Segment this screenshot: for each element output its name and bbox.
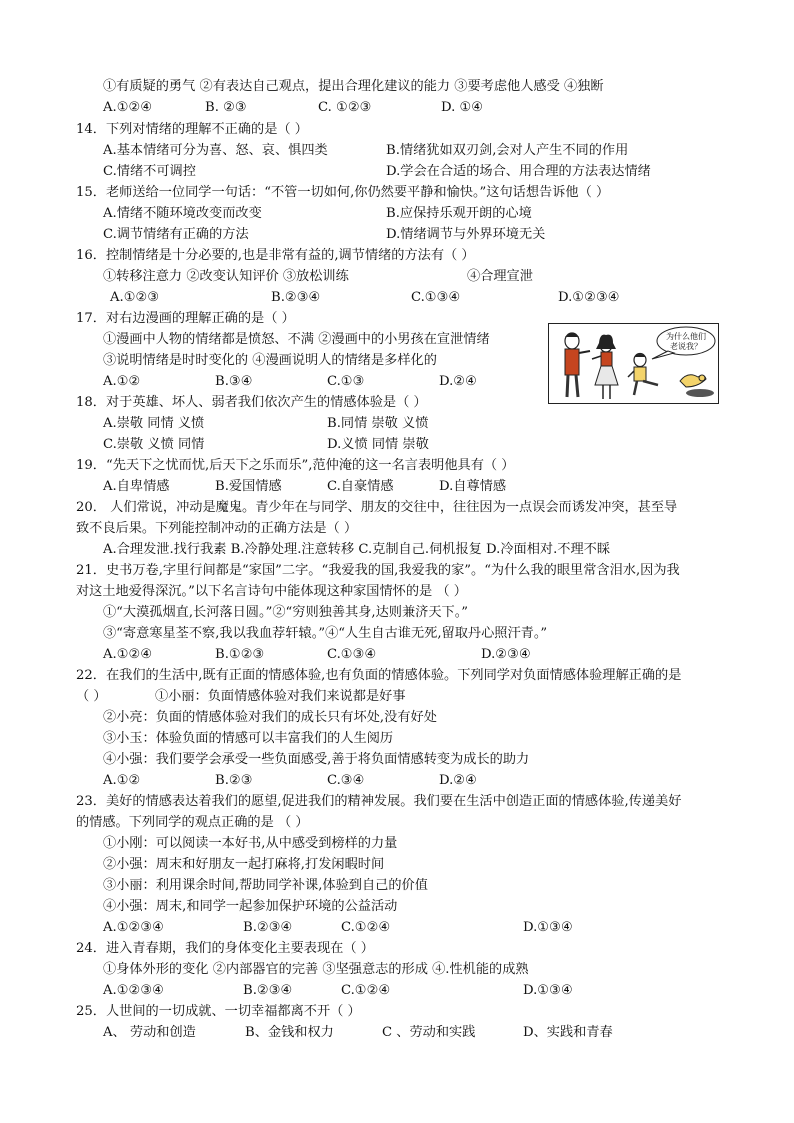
text-segment: B.爱国情感	[215, 479, 282, 494]
text-segment: C.调节情绪有正确的方法	[103, 227, 249, 242]
text-segment: 23．美好的情感表达着我们的愿望,促进我们的精神发展。我们要在生活中创造正面的情感体验,传递美好	[76, 794, 682, 809]
text-segment: 对这土地爱得深沉。”以下名言诗句中能体现这种家国情怀的是 （ ）	[76, 584, 467, 599]
text-segment: 16．控制情绪是十分必要的,也是非常有益的,调节情绪的方法有（ ）	[76, 248, 475, 263]
speech-line-2: 老说我？	[670, 342, 702, 351]
text-segment: C.①②④	[341, 983, 391, 998]
text-segment: ④小强：我们要学会承受一些负面感受,善于将负面情感转变为成长的助力	[103, 752, 530, 767]
text-segment: B.②③④	[243, 920, 293, 935]
text-segment: ③小丽：利用课余时间,帮助同学补课,体验到自己的价值	[103, 878, 428, 893]
text-segment: C.情绪不可调控	[103, 164, 196, 179]
text-segment: D.学会在合适的场合、用合理的方法表达情绪	[386, 164, 651, 179]
text-segment: ①转移注意力 ②改变认知评价 ③放松训练	[103, 269, 349, 284]
text-segment: D.义愤 同情 崇敬	[327, 437, 429, 452]
text-segment: 19．“先天下之忧而忧,后天下之乐而乐”,范仲淹的这一名言表明他具有（ ）	[76, 458, 515, 473]
text-segment: A.①②	[103, 773, 141, 788]
text-segment: A.①②④	[103, 647, 153, 662]
text-segment: C.①③④	[411, 290, 461, 305]
text-segment: B.②③④	[243, 983, 293, 998]
text-segment: ④小强：周末,和同学一起参加保护环境的公益活动	[103, 899, 398, 914]
text-segment: 22．在我们的生活中,既有正面的情感体验,也有负面的情感体验。下列同学对负面情感体验理解正确的是	[76, 668, 682, 683]
text-segment: 17．对右边漫画的理解正确的是（ ）	[76, 311, 295, 326]
text-segment: B.①②③	[215, 647, 265, 662]
text-segment: ③“寄意寒星荃不察,我以我血荐轩辕。”④“人生自古谁无死,留取丹心照汗青。”	[103, 626, 548, 641]
text-segment: D.①②③④	[558, 290, 620, 305]
text-segment: D.①③④	[523, 920, 573, 935]
cartoon-illustration	[548, 323, 719, 404]
text-segment: D、实践和青春	[523, 1025, 613, 1040]
text-segment: 18．对于英雄、坏人、弱者我们依次产生的情感体验是（ ）	[76, 395, 427, 410]
text-segment: A.①②③	[110, 290, 160, 305]
text-segment: D.②③④	[481, 647, 531, 662]
text-segment: 14．下列对情绪的理解不正确的是（ ）	[76, 122, 308, 137]
text-segment: B、金钱和权力	[245, 1025, 334, 1040]
text-segment: A.①②④	[103, 100, 153, 115]
text-segment: 25．人世间的一切成就、一切幸福都离不开（ ）	[76, 1004, 361, 1019]
text-segment: ①小刚：可以阅读一本好书,从中感受到榜样的力量	[103, 836, 398, 851]
text-segment: A.①②③④	[103, 983, 165, 998]
text-segment: C.崇敬 义愤 同情	[103, 437, 205, 452]
speech-line-1: 为什么他们	[666, 332, 706, 341]
text-segment: ①“大漠孤烟直,长河落日圆。”②“穷则独善其身,达则兼济天下。”	[103, 605, 469, 620]
text-segment: 21．史书万卷,字里行间都是“家国”二字。“我爱我的国,我爱我的家”。“为什么我的眼里常含泪水,因为我	[76, 563, 680, 578]
text-segment: D.②④	[439, 374, 477, 389]
text-segment: A.合理发泄.找行我素 B.冷静处理.注意转移 C.克制自己.伺机报复 D.冷面相对.不理不睬	[103, 542, 611, 557]
text-segment: C.自豪情感	[327, 479, 394, 494]
text-segment: A.情绪不随环境改变而改变	[103, 206, 262, 221]
text-segment: A、 劳动和创造	[103, 1025, 196, 1040]
text-segment: C.①③	[327, 374, 365, 389]
text-segment: B.②③	[215, 773, 253, 788]
text-segment: B.②③④	[271, 290, 321, 305]
text-segment: C. ①②③	[318, 100, 372, 115]
text-segment: D.情绪调节与外界环境无关	[386, 227, 546, 242]
text-segment: C.③④	[327, 773, 365, 788]
text-segment: D.②④	[439, 773, 477, 788]
text-segment: A.崇敬 同情 义愤	[103, 416, 205, 431]
text-segment: ①身体外形的变化 ②内部器官的完善 ③坚强意志的形成 ④.性机能的成熟	[103, 962, 529, 977]
text-segment: 的情感。下列同学的观点正确的是 （ ）	[76, 815, 309, 830]
text-segment: ②小强：周末和好朋友一起打麻将,打发闲暇时间	[103, 857, 385, 872]
text-segment: B.应保持乐观开朗的心境	[386, 206, 532, 221]
text-segment: 致不良后果。下列能控制冲动的正确方法是（ ）	[76, 521, 358, 536]
text-segment: 20． 人们常说，冲动是魔鬼。青少年在与同学、朋友的交往中，往往因为一点误会而诱发冲突，甚至导	[76, 500, 678, 515]
text-segment: A.①②	[103, 374, 141, 389]
text-segment: ①有质疑的勇气 ②有表达自己观点，提出合理化建议的能力 ③要考虑他人感受 ④独断	[103, 79, 604, 94]
text-segment: ③小玉：体验负面的情感可以丰富我们的人生阅历	[103, 731, 394, 746]
text-segment: ①小丽：负面情感体验对我们来说都是好事	[155, 689, 406, 704]
text-segment: ③说明情绪是时时变化的 ④漫画说明人的情绪是多样化的	[103, 353, 437, 368]
text-segment: ②小亮：负面的情感体验对我们的成长只有坏处,没有好处	[103, 710, 437, 725]
text-segment: B.③④	[215, 374, 253, 389]
text-segment: A.①②③④	[103, 920, 165, 935]
text-segment: A.自卑情感	[103, 479, 170, 494]
text-segment: B. ②③	[205, 100, 247, 115]
text-segment: A.基本情绪可分为喜、怒、哀、惧四类	[103, 143, 328, 158]
text-segment: C 、劳动和实践	[382, 1025, 476, 1040]
text-segment: D.自尊情感	[439, 479, 507, 494]
text-segment: C.①②④	[341, 920, 391, 935]
text-segment: ④合理宣泄	[467, 269, 533, 284]
text-segment: C.①③④	[327, 647, 377, 662]
text-segment: D.①③④	[523, 983, 573, 998]
text-segment: （ ）	[76, 689, 107, 704]
text-segment: B.同情 崇敬 义愤	[327, 416, 429, 431]
text-segment: ①漫画中人物的情绪都是愤怒、不满 ②漫画中的小男孩在宣泄情绪	[103, 332, 490, 347]
text-segment: 24．进入青春期，我们的身体变化主要表现在（ ）	[76, 941, 374, 956]
text-segment: 15．老师送给一位同学一句话：“不管一切如何,你仍然要平静和愉快。”这句话想告诉他（ ）	[76, 185, 610, 200]
text-segment: B.情绪犹如双刃剑,会对人产生不同的作用	[386, 143, 629, 158]
text-segment: D. ①④	[441, 100, 484, 115]
